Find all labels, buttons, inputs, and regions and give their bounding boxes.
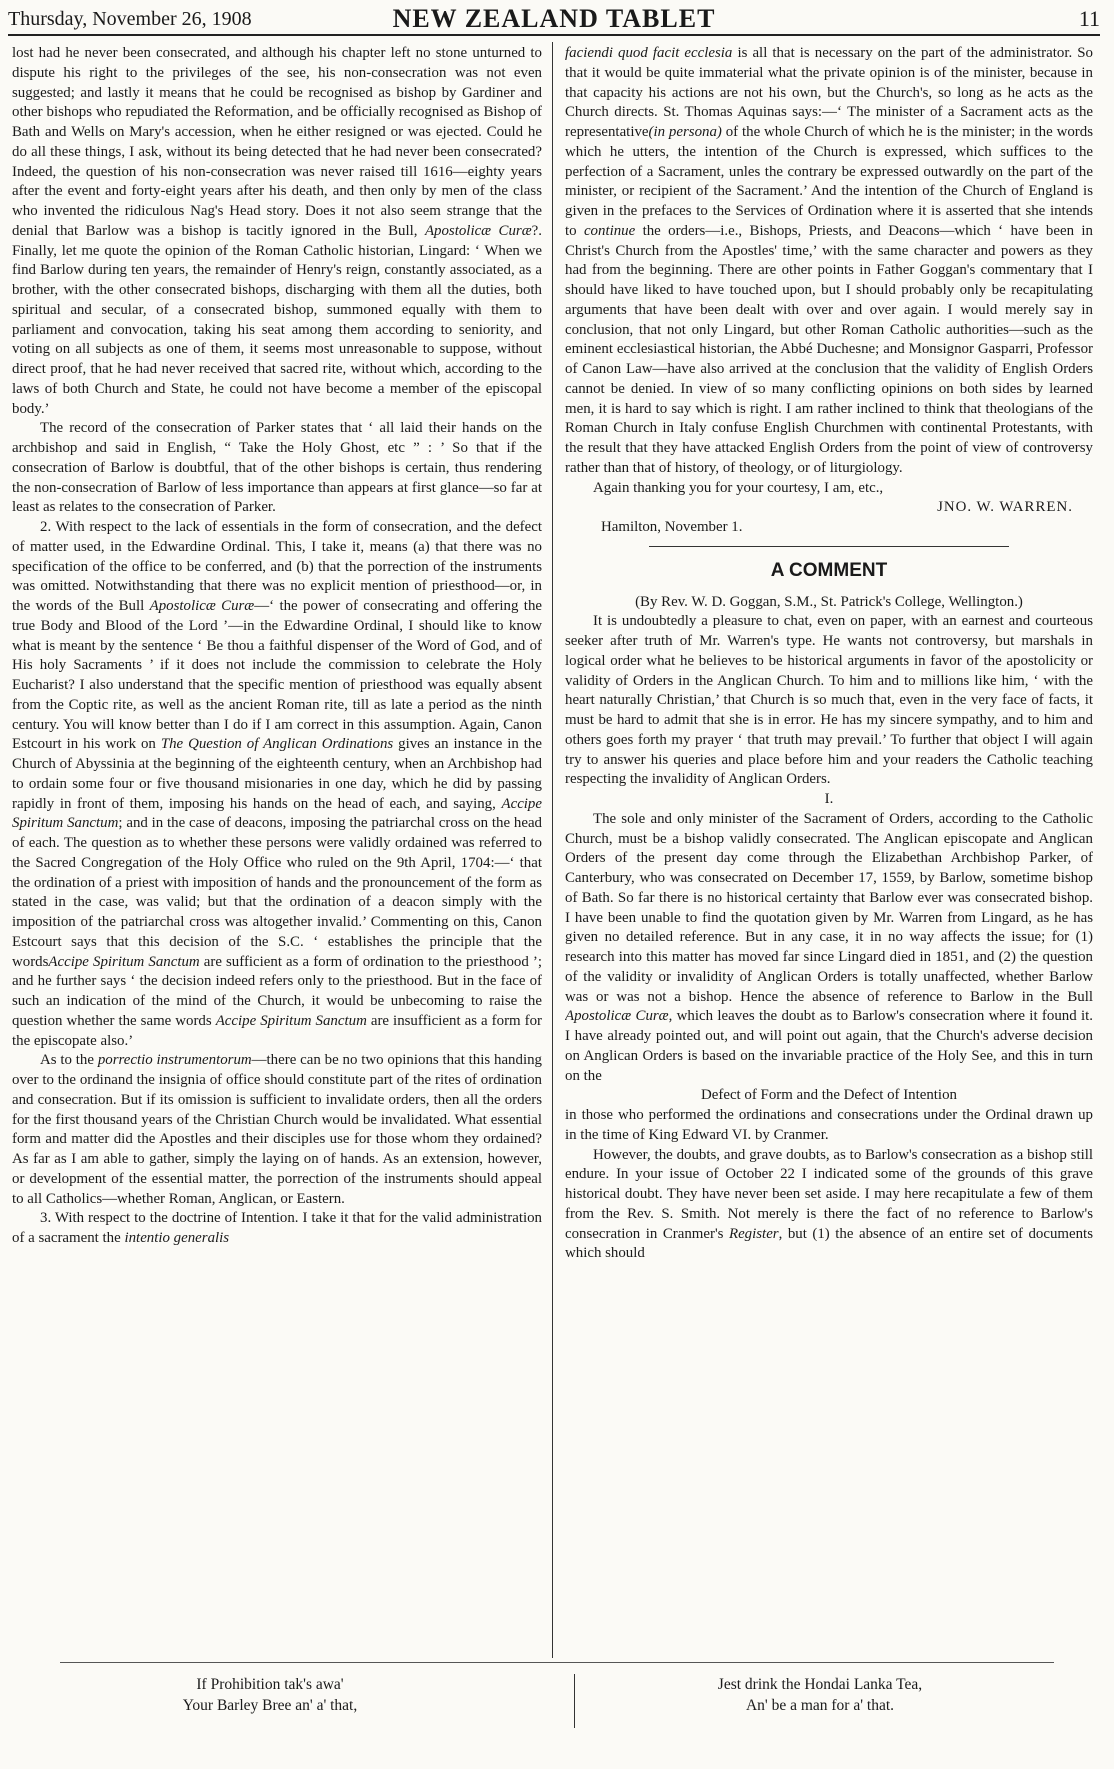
comment-paragraph-2: The sole and only minister of the Sacrament of Orders, according to the Catholic Church, must be a bishop validly consecrated. The Anglican episcopate and Anglican Orders of the present day come through the Elizabethan Archbishop Parker, of Canterbury, who was consecrated on December 17, 1559, by Barlow, sometime bishop of Bath. So far there is no historical certainty that Barlow ever was consecrated bishop. I have been unable to find the quotation given by Mr. Warren from Lingard, as he has given no detailed reference. But in any case, it in no way affects the issue; for (1) research into this matter has moved far since Lingard died in 1851, and (2) the question of the validity or invalidity of Anglican Orders is totally unaffected, whether Barlow was or was not a bishop. Hence the absence of reference to Barlow in the Bull Apostolicæ Curæ, which leaves the doubt as to Barlow's consecration where it found it. I have already pointed out, and will point out again, that the Church's adverse decision on Anglican Orders is based on the invariable practice of the Holy See, and this in turn on the xyxy=(565,810,1093,1084)
comment-paragraph-3: in those who performed the ordinations and consecrations under the Ordinal drawn up in the time of King Edward VI. by Cranmer. xyxy=(565,1107,1093,1143)
advert-left-line-1: If Prohibition tak's awa' xyxy=(196,1676,344,1693)
advert-left-line-2: Your Barley Bree an' a' that, xyxy=(182,1697,358,1714)
issue-date: Thursday, November 26, 1908 xyxy=(8,7,252,30)
advert-right xyxy=(610,1674,1030,1716)
left-paragraph-2: The record of the consecration of Parker states that ‘ all laid their hands on the archbishop and said in English, “ Take the Holy Ghost, etc ” : ’ So that if the consecration of Barlow is doubtful, that of the other bishops is certain, thus rendering the non-consecration of Barlow of less importance than appears at first glance—so far at least as relates to the consecration of Parker. xyxy=(12,420,542,516)
section-numeral: I. xyxy=(824,791,834,807)
footer-rule xyxy=(60,1662,1054,1663)
right-paragraph-1: faciendi quod facit ecclesia is all that is necessary on the part of the administrator. So that it would be quite immaterial what the private opinion is of the minister, because in that capacity his actions are not his own, but the Church's, so long as he acts as the Church directs. St. Thomas Aquinas says:—‘ The minister of a Sacrament acts as the representative(in persona) of the whole Church of which he is the minister; in the words which he utters, the intention of the Church is expressed, which suffices to the perfection of a Sacrament, unles the contrary be expressed outwardly on the part of the minister, or recipient of the Sacrament.’ And the intention of the Church of England is given in the prefaces to the Services of Ordination where it is asserted that she intends to continue the orders—i.e., Bishops, Priests, and Deacons—which ‘ have been in Christ's Church from the Apostles' time,’ with the same character and powers as they had from the beginning. There are other points in Father Goggan's commentary that I should have liked to have touched upon, but I should probably only be recapitulating arguments that have been dealt with over and over again. I would merely say in conclusion, that not only Lingard, but other Roman Catholic authorities—such as the eminent ecclesiastical historian, the Abbé Duchesne; and Monsignor Gasparri, Professor of Canon Law—have also arrived at the conclusion that the validity of English Orders cannot be denied. In view of so many conflicting opinions on both sides by learned men, it is hard to say which is right. I am rather inclined to think that theologians of the Roman Church in Italy confuse English Churchmen with continental Protestants, with the result that they have attacked English Orders from the point of view of controversy rather than that of history, of theology, or of liturgiology. xyxy=(565,45,1093,476)
advert-right-line-2: An' be a man for a' that. xyxy=(745,1697,895,1714)
left-paragraph-5: 3. With respect to the doctrine of Intention. I take it that for the valid administration of a sacrament the intentio generalis xyxy=(12,1210,542,1246)
masthead xyxy=(8,4,1100,36)
right-column xyxy=(565,44,1093,1656)
letter-place-date: Hamilton, November 1. xyxy=(601,519,743,535)
left-paragraph-3: 2. With respect to the lack of essentials in the form of consecration, and the defect of matter used, in the Edwardine Ordinal. This, I take it, means (a) that there was no specification of the office to be conferred, and (b) that the porrection of the instruments was omitted. Notwithstanding that there was no explicit mention of priesthood—or, in the words of the Bull Apostolicæ Curæ—‘ the power of consecrating and offering the true Body and Blood of the Lord ’—in the Edwardine Ordinal, I should like to know what is meant by the sentence ‘ Be thou a faithful dispenser of the Word of God, and of His holy Sacraments ’ if it does not include the commission to celebrate the Holy Eucharist? I also understand that the specific mention of priesthood was equally absent from the Coptic rite, as well as the ancient Roman rite, till as late a period as the ninth century. You will know better than I do if I am correct in this assumption. Again, Canon Estcourt in his work on The Question of Anglican Ordinations gives an instance in the Church of Abyssinia at the beginning of the eighteenth century, when an Archbishop had to ordain some four or five thousand misionaries in one day, which he did by passing rapidly in front of them, imposing his hands on the head of each, and saying, Accipe Spiritum Sanctum; and in the case of deacons, imposing the patriarchal cross on the head of each. The question as to whether these persons were validly ordained was referred to the Sacred Congregation of the Holy Office who ruled on the 9th April, 1704:—‘ that the ordination of a priest with imposition of hands and the pronouncement of the form as stated in the case, was valid; but that the ordination of a deacon simply with the imposition of the patriarchal cross was altogether invalid.’ Commenting on this, Canon Estcourt says that this decision of the S.C. ‘ establishes the principle that the wordsAccipe Spiritum Sanctum are sufficient as a form of ordination to the priesthood ’; and he further says ‘ the decision indeed refers only to the priesthood. But in the face of such an indication of the mind of the Church, it would be unbecoming to raise the question whether the same words Accipe Spiritum Sanctum are insufficient as a form for the episcopate also.’ xyxy=(12,519,542,1049)
left-column xyxy=(12,44,542,1656)
advert-divider xyxy=(574,1674,575,1728)
comment-heading: A COMMENT xyxy=(770,559,888,581)
page-number: 11 xyxy=(1078,6,1100,31)
advert-right-line-1: Jest drink the Hondai Lanka Tea, xyxy=(717,1676,923,1693)
newspaper-title: NEW ZEALAND TABLET xyxy=(392,4,716,33)
comment-paragraph-1: It is undoubtedly a pleasure to chat, even on paper, with an earnest and courteous seeker after truth of Mr. Warren's type. He wants not controversy, but marshals in logical order what he believes to be historical arguments in favor of the apostolicity or validity of Orders in the Anglican Church. To him and to millions like him, ‘ with the heart naturally Christian,’ that Church is so much that, even in the very face of facts, it must be hard to admit that she is in error. He has my sincere sympathy, and to him and others goes forth my prayer ‘ that truth may prevail.’ To further that object I will again try to answer his queries and place before him and your readers the Catholic teaching respecting the invalidity of Anglican Orders. xyxy=(565,613,1093,788)
comment-byline: (By Rev. W. D. Goggan, S.M., St. Patrick's College, Wellington.) xyxy=(635,593,1023,610)
section-separator xyxy=(649,546,1009,547)
letter-signature: JNO. W. WARREN. xyxy=(937,499,1073,516)
advert-left xyxy=(60,1674,480,1716)
advert-footer xyxy=(0,1674,1114,1734)
left-paragraph-1: lost had he never been consecrated, and although his chapter left no stone unturned to dispute his right to the privileges of the see, his non-consecration was not even suggested; and lastly it means that he could be recognised as bishop by Gardiner and other bishops who repudiated the Reformation, and be officially recognised as Bishop of Bath and Wells on Mary's accession, when he either resigned or was ejected. Could he do all these things, I ask, without its being detected that he had never been consecrated? Indeed, the question of his non-consecration was never raised till 1616—eighty years after the event and forty-eight years after his death, and then only by men of the class who invented the ridiculous Nag's Head story. Does it not also seem strange that the denial that Barlow was a bishop is tacitly ignored in the Bull, Apostolicæ Curæ?. Finally, let me quote the opinion of the Roman Catholic historian, Lingard: ‘ When we find Barlow during ten years, the remainder of Henry's reign, constantly associated, as a brother, with the other consecrated bishops, discharging with them all the duties, both spiritual and secular, of a consecrated bishop, summoned equally with them to parliament and convocation, taking his seat among them according to seniority, and voting on all subjects as one of them, it seems most unreasonable to suppose, without direct proof, that he had never received that sacred rite, without which, according to the laws of both Church and State, he could not have become a member of the episcopal body.’ xyxy=(12,45,542,417)
letter-closing: Again thanking you for your courtesy, I am, etc., xyxy=(593,479,884,496)
left-paragraph-4: As to the porrectio instrumentorum—there can be no two opinions that this handing over to the ordinand the insignia of office should constitute part of the rites of ordination and consecration. But if its omission is sufficient to invalidate orders, then all the orders for the first thousand years of the Christian Church would be invalidated. What essential form and matter did the Apostles and their disciples use for those whom they ordained? As far as I am able to gather, simply the laying on of hands. As an extension, however, or development of the essential matter, the porrection of the instruments should appeal to all Catholics—whether Roman, Anglican, or Eastern. xyxy=(12,1052,542,1207)
column-divider xyxy=(552,42,553,1658)
comment-subheading: Defect of Form and the Defect of Intention xyxy=(701,1087,957,1104)
comment-paragraph-4: However, the doubts, and grave doubts, as to Barlow's consecration as a bishop still endure. In your issue of October 22 I indicated some of the grounds of this grave historical doubt. They have never been set aside. I may here recapitulate a few of them from the Rev. S. Smith. Not merely is there the fact of no reference to Barlow's consecration in Cranmer's Register, but (1) the absence of an entire set of documents which should xyxy=(565,1146,1093,1262)
